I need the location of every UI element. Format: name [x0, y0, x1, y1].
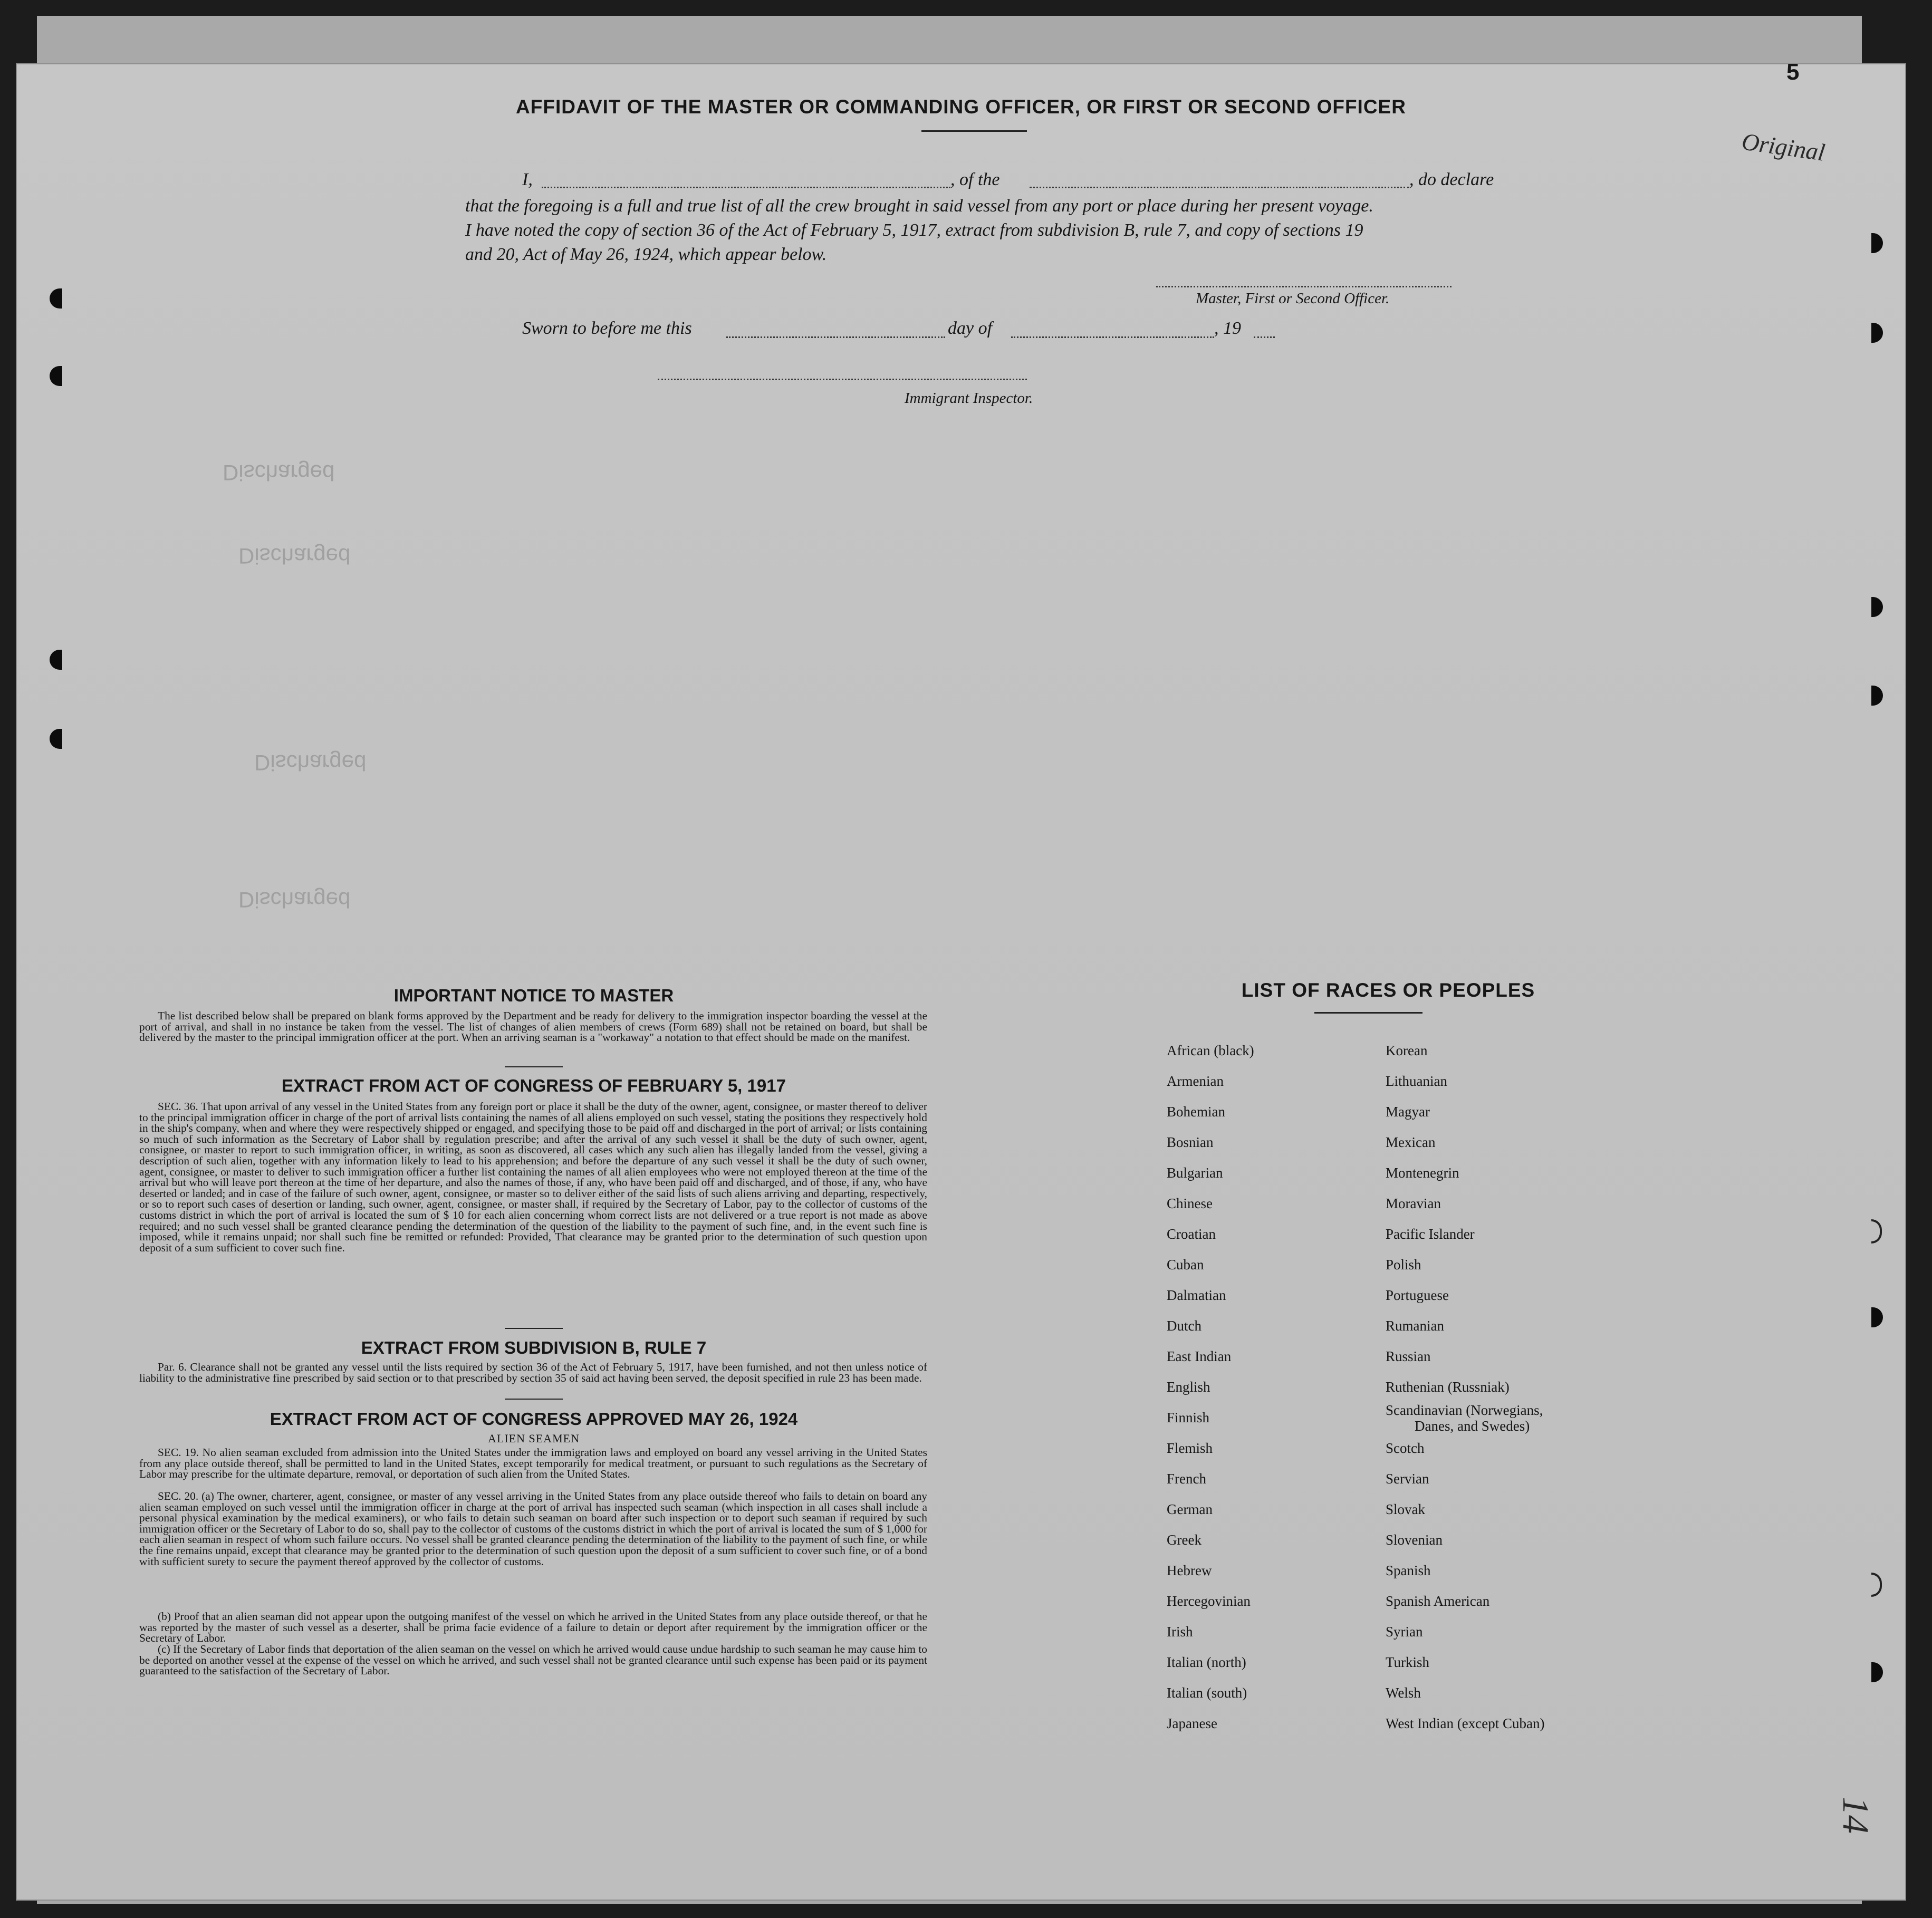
race-item: Rumanian	[1386, 1318, 1444, 1334]
race-item: Hebrew	[1167, 1563, 1212, 1578]
extract-rule7-text: Par. 6. Clearance shall not be granted any vessel until the lists required by section 36 of the Act of February 5, 1917, have been furnished, and not then unless notice of liability to the administrative fine prescribed by said section or to that prescribed by section 35 of said act having been served, the deposit specified in rule 23 has been made.	[139, 1361, 927, 1384]
race-item: Bulgarian	[1167, 1165, 1223, 1181]
race-item: Spanish American	[1386, 1593, 1490, 1609]
race-item: Armenian	[1167, 1073, 1224, 1089]
race-item: Lithuanian	[1386, 1073, 1447, 1089]
declarant-label: I,	[522, 170, 533, 189]
punch-hole-icon	[1871, 686, 1883, 706]
inspector-label: Immigrant Inspector.	[905, 390, 1033, 407]
alien-seamen-subtitle: ALIEN SEAMEN	[488, 1432, 580, 1445]
extract-rule7-title: EXTRACT FROM SUBDIVISION B, RULE 7	[361, 1338, 707, 1357]
race-item: Russian	[1386, 1348, 1431, 1364]
handwritten-annotation: Original	[1740, 128, 1827, 166]
race-item: Japanese	[1167, 1715, 1217, 1731]
race-item: Montenegrin	[1386, 1165, 1459, 1181]
side-annotation: 14	[1835, 1797, 1876, 1834]
race-item: Moravian	[1386, 1196, 1441, 1211]
punch-hole-icon	[1871, 597, 1883, 617]
race-item: Portuguese	[1386, 1287, 1449, 1303]
race-item: African (black)	[1167, 1043, 1254, 1058]
race-item: Bosnian	[1167, 1134, 1214, 1150]
race-item: German	[1167, 1501, 1213, 1517]
extract-1917-title: EXTRACT FROM ACT OF CONGRESS OF FEBRUARY 5, 1917	[282, 1076, 786, 1095]
inspector-signature-field[interactable]	[658, 379, 1027, 380]
races-column-1	[1167, 1043, 1254, 1746]
punch-hole-icon	[50, 729, 62, 749]
affidavit-line-2: I have noted the copy of section 36 of the Act of February 5, 1917, extract from subdivision B, rule 7, and copy of sections 19	[465, 220, 1363, 240]
extract-1917-text: SEC. 36. That upon arrival of any vessel in the United States from any foreign port or place it shall be the duty of the owner, agent, consignee, or master thereof to deliver to the principal immigration officer in charge of the port of arrival lists containing the names of all aliens employed on such vessel, stating the positions they respectively hold in the ship's company, when and where they were respectively shipped or engaged, and specifying those to be paid off and discharged in the port of arrival; or lists containing so much of such information as the Secretary of Labor shall by regulation prescribe; and after the arrival of any such vessel it shall be the duty of such owner, agent, consignee, or master to report to such immigration officer, in writing, as soon as discovered, all cases which any such alien has illegally landed from the vessel, giving a description of such alien, together with any information likely to lead to his apprehension; and before the departure of any such vessel it shall be the duty of such owner, agent, consignee, or master to deliver to such immigration officer a further list containing the names of all alien employees who were not employed thereon at the time of the arrival but who will leave port thereon at the time of her departure, and also the names of those, if any, who have been paid off and discharged, and of those, if any, who have deserted or landed; and in case of the failure of such owner, agent, consignee, or master so to deliver either of the said lists of such aliens arriving and departing, respectively, or so to report such cases of desertion or landing, such owner, agent, consignee, or master shall, if required by the Secretary of Labor, pay to the collector of customs of the customs district in which the port of arrival is located the sum of $ 10 for each alien concerning whom correct lists are not delivered or a true report is not made as above required; and no such vessel shall be granted clearance pending the determination of the question of the liability to the payment of such fine, and, in the event such fine is imposed, while it remains unpaid; nor shall such fine be remitted or refunded: Provided, That clearance may be granted prior to the determination of such question upon deposit of a sum sufficient to cover such fine.	[139, 1100, 927, 1254]
punch-hole-icon	[50, 288, 62, 309]
section-divider	[505, 1066, 563, 1067]
race-item: Bohemian	[1167, 1104, 1225, 1120]
race-item-scandinavian	[1386, 1402, 1544, 1440]
notice-text: The list described below shall be prepared on blank forms approved by the Department and be ready for delivery to the immigration inspector boarding the vessel at the port of arrival, and shall in no instance be taken from the vessel. The list of changes of alien members of crews (Form 689) shall not be retained on board, but shall be delivered by the master to the principal immigration officer at the port. When an arriving seaman is a "workaway" a notation to that effect should be made on the manifest.	[139, 1009, 927, 1044]
races-column-2	[1386, 1043, 1544, 1746]
do-declare-label: , do declare	[1409, 170, 1494, 189]
show-through-text: Discharged	[254, 750, 367, 775]
declarant-name-field[interactable]	[542, 187, 950, 188]
race-item: Italian (north)	[1167, 1654, 1246, 1670]
race-item: Greek	[1167, 1532, 1202, 1548]
race-item: Welsh	[1386, 1685, 1421, 1701]
race-item: Hercegovinian	[1167, 1593, 1251, 1609]
punch-hole-icon	[50, 650, 62, 670]
race-item: West Indian (except Cuban)	[1386, 1715, 1545, 1731]
punch-hole-icon	[1871, 1307, 1883, 1327]
race-item: English	[1167, 1379, 1210, 1395]
punch-hole-icon	[1871, 1573, 1882, 1597]
title-underline	[921, 130, 1027, 132]
master-signature-label: Master, First or Second Officer.	[1196, 290, 1390, 307]
punch-hole-icon	[1871, 1219, 1882, 1244]
race-item: Turkish	[1386, 1654, 1430, 1670]
race-item: Finnish	[1167, 1410, 1210, 1425]
show-through-text: Discharged	[238, 544, 351, 568]
page-number: 5	[1786, 59, 1800, 85]
punch-hole-icon	[1871, 233, 1883, 253]
day-of-label: day of	[948, 319, 993, 338]
race-item-continuation: Danes, and Swedes)	[1415, 1418, 1530, 1434]
race-item: French	[1167, 1471, 1206, 1487]
race-item: Syrian	[1386, 1624, 1423, 1640]
sworn-month-field[interactable]	[1011, 336, 1214, 338]
sworn-label: Sworn to before me this	[522, 319, 692, 338]
race-item: Magyar	[1386, 1104, 1430, 1120]
race-item: Ruthenian (Russniak)	[1386, 1379, 1510, 1395]
race-item: Scandinavian (Norwegians,	[1386, 1402, 1543, 1418]
notice-title: IMPORTANT NOTICE TO MASTER	[393, 986, 674, 1005]
race-item: Polish	[1386, 1257, 1421, 1273]
race-item: Mexican	[1386, 1134, 1436, 1150]
race-item: Italian (south)	[1167, 1685, 1247, 1701]
show-through-text: Discharged	[223, 460, 335, 485]
extract-1924-sec20b: (b) Proof that an alien seaman did not appear upon the outgoing manifest of the vessel on which he arrived in the United States from any place outside thereof, or that he was reported by the master of such vessel as a deserter, shall be prima facie evidence of a failure to detain or deport after requirement by the immigration officer or the Secretary of Labor.	[139, 1610, 927, 1645]
races-title: LIST OF RACES OR PEOPLES	[1241, 979, 1535, 1001]
race-item: East Indian	[1167, 1348, 1232, 1364]
race-item: Pacific Islander	[1386, 1226, 1475, 1242]
race-item: Korean	[1386, 1043, 1428, 1058]
master-signature-field[interactable]	[1156, 286, 1452, 287]
punch-hole-icon	[1871, 1662, 1883, 1682]
affidavit-line-1: that the foregoing is a full and true list of all the crew brought in said vessel from any port or place during her present voyage.	[465, 196, 1373, 216]
punch-hole-icon	[1871, 323, 1883, 343]
race-item: Dutch	[1167, 1318, 1202, 1334]
sworn-day-field[interactable]	[726, 336, 945, 338]
race-item: Croatian	[1167, 1226, 1216, 1242]
extract-1924-sec20a: SEC. 20. (a) The owner, charterer, agent, consignee, or master of any vessel arriving in the United States from any place outside thereof who fails to detain on board any alien seaman employed on such vessel until the immigration officer in charge at the port of arrival has inspected such seaman (which inspection in all cases shall include a personal physical examination by the medical examiners), or who fails to detain such seaman on board after such inspection or to deport such seaman if required by such immigration officer or the Secretary of Labor to do so, shall pay to the collector of customs of the customs district in which the port of arrival is located the sum of $ 1,000 for each alien seaman in respect of whom such failure occurs. No vessel shall be granted clearance pending the determination of the liability to the payment of such fine, or while the fine remains unpaid, except that clearance may be granted prior to the determination of such question upon the deposit of a sum sufficient to cover such fine, or of a bond with sufficient surety to secure the payment thereof approved by the collector of customs.	[139, 1490, 927, 1568]
race-item: Servian	[1386, 1471, 1429, 1487]
extract-1924-sec20c: (c) If the Secretary of Labor finds that deportation of the alien seaman on the vessel on which he arrived would cause undue hardship to such seaman he may cause him to be deported on another vessel at the expense of the vessel on which he arrived, and such vessel shall not be granted clearance until such expense has been paid or its payment guaranteed to the satisfaction of the Secretary of Labor.	[139, 1643, 927, 1678]
extract-1924-title: EXTRACT FROM ACT OF CONGRESS APPROVED MAY 26, 1924	[270, 1409, 798, 1429]
of-the-label: , of the	[950, 170, 1000, 189]
vessel-name-field[interactable]	[1030, 187, 1409, 188]
affidavit-title: AFFIDAVIT OF THE MASTER OR COMMANDING OFFICER, OR FIRST OR SECOND OFFICER	[516, 96, 1406, 118]
race-item: Scotch	[1386, 1440, 1425, 1456]
race-item: Irish	[1167, 1624, 1193, 1640]
race-item: Chinese	[1167, 1196, 1213, 1211]
race-item: Slovenian	[1386, 1532, 1443, 1548]
race-item: Slovak	[1386, 1501, 1426, 1517]
punch-hole-icon	[50, 366, 62, 386]
extract-1924-sec19: SEC. 19. No alien seaman excluded from admission into the United States under the immigration laws and employed on board any vessel arriving in the United States from any place outside thereof, shall be permitted to land in the United States, except temporarily for medical treatment, or pursuant to such regulations as the Secretary of Labor may prescribe for the ultimate departure, removal, or deportation of such alien from the United States.	[139, 1446, 927, 1481]
affidavit-line-3: and 20, Act of May 26, 1924, which appear below.	[465, 245, 827, 264]
race-item: Flemish	[1167, 1440, 1213, 1456]
sworn-year-field[interactable]	[1254, 336, 1275, 338]
year-label: , 19	[1214, 319, 1241, 338]
race-item: Dalmatian	[1167, 1287, 1226, 1303]
section-divider	[505, 1328, 563, 1329]
manifest-page	[16, 59, 1906, 1901]
section-divider	[505, 1399, 563, 1400]
races-title-underline	[1314, 1012, 1422, 1014]
race-item: Cuban	[1167, 1257, 1204, 1273]
show-through-text: Discharged	[238, 888, 351, 912]
race-item: Spanish	[1386, 1563, 1431, 1578]
